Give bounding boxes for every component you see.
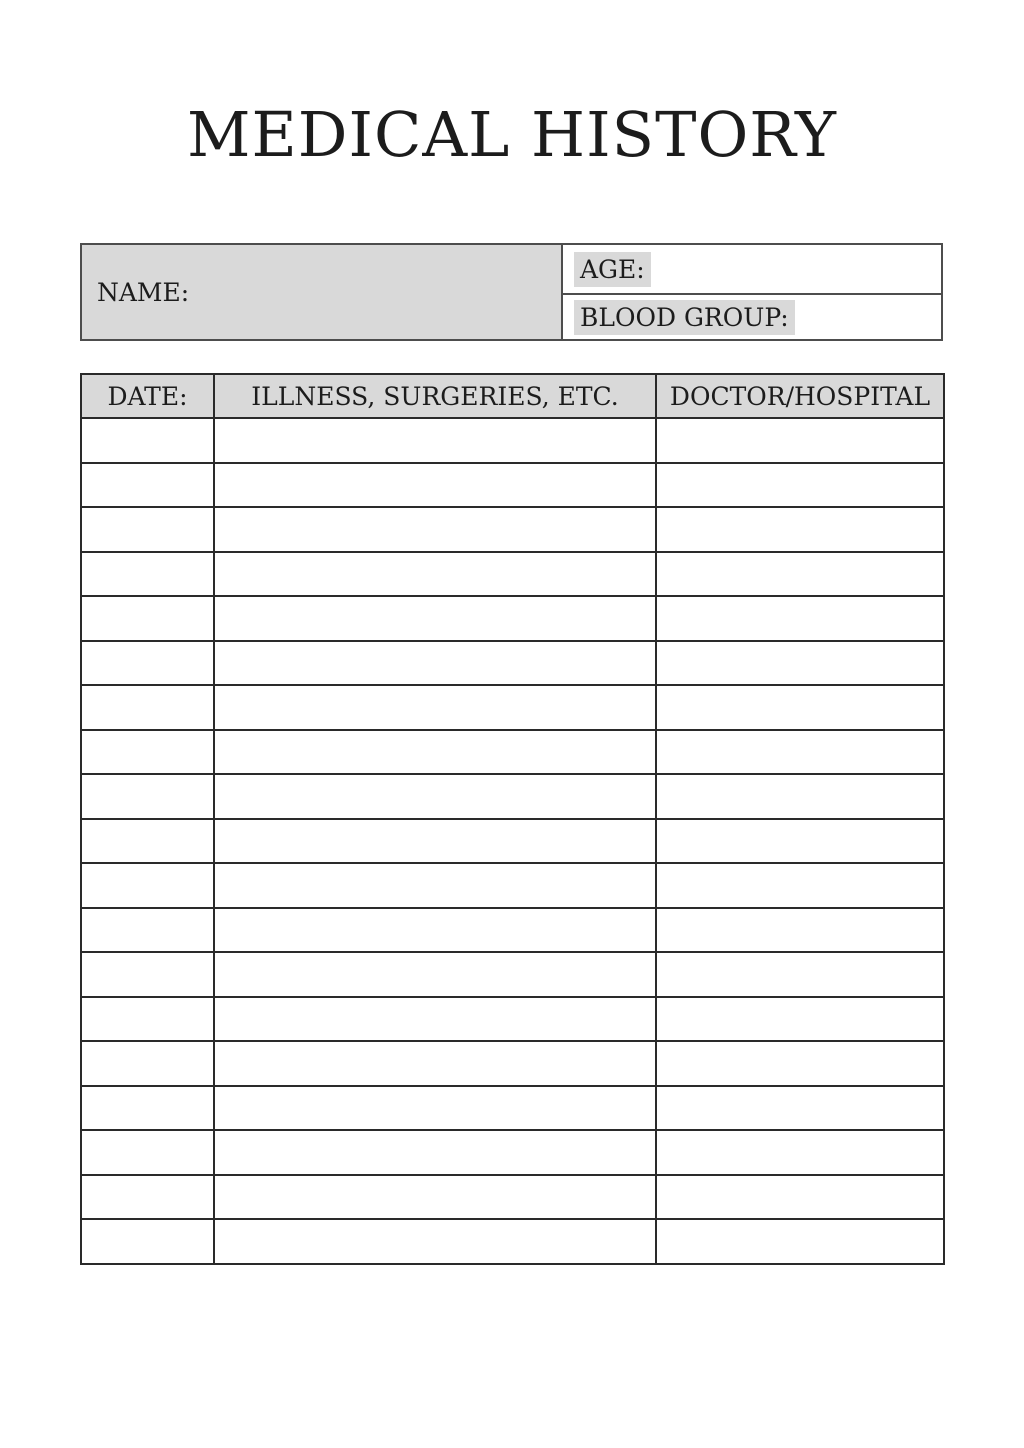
table-header-row — [81, 374, 944, 418]
name-input-area[interactable] — [189, 245, 561, 339]
doctor-cell[interactable] — [656, 685, 944, 730]
table-row — [81, 774, 944, 819]
doctor-cell[interactable] — [656, 507, 944, 552]
table-row — [81, 552, 944, 597]
illness-cell[interactable] — [214, 552, 656, 597]
table-row — [81, 908, 944, 953]
doctor-cell[interactable] — [656, 997, 944, 1042]
doctor-cell[interactable] — [656, 730, 944, 775]
table-row — [81, 730, 944, 775]
date-cell[interactable] — [81, 463, 214, 508]
doctor-cell[interactable] — [656, 418, 944, 463]
date-cell[interactable] — [81, 774, 214, 819]
table-row — [81, 863, 944, 908]
age-input-area[interactable] — [651, 245, 941, 293]
date-cell[interactable] — [81, 908, 214, 953]
table-row — [81, 418, 944, 463]
illness-cell[interactable] — [214, 596, 656, 641]
table-row — [81, 1086, 944, 1131]
date-cell[interactable] — [81, 641, 214, 686]
table-row — [81, 952, 944, 997]
table-row — [81, 507, 944, 552]
date-cell[interactable] — [81, 819, 214, 864]
date-cell[interactable] — [81, 863, 214, 908]
date-cell[interactable] — [81, 1041, 214, 1086]
date-cell[interactable] — [81, 1130, 214, 1175]
table-row — [81, 463, 944, 508]
date-cell[interactable] — [81, 418, 214, 463]
illness-cell[interactable] — [214, 952, 656, 997]
illness-cell[interactable] — [214, 507, 656, 552]
history-table-body — [81, 418, 944, 1264]
blood-group-input-area[interactable] — [795, 295, 941, 339]
illness-cell[interactable] — [214, 463, 656, 508]
illness-cell[interactable] — [214, 730, 656, 775]
illness-cell[interactable] — [214, 819, 656, 864]
doctor-cell[interactable] — [656, 908, 944, 953]
age-blood-column — [563, 245, 941, 339]
date-cell[interactable] — [81, 1086, 214, 1131]
doctor-cell[interactable] — [656, 1041, 944, 1086]
patient-info-box — [80, 243, 943, 341]
date-cell[interactable] — [81, 1219, 214, 1264]
illness-cell[interactable] — [214, 1041, 656, 1086]
blood-group-label: BLOOD GROUP: — [574, 300, 795, 335]
illness-cell[interactable] — [214, 1219, 656, 1264]
table-row — [81, 1130, 944, 1175]
illness-cell[interactable] — [214, 908, 656, 953]
blood-group-field-cell — [563, 295, 941, 339]
illness-cell[interactable] — [214, 641, 656, 686]
illness-cell[interactable] — [214, 997, 656, 1042]
table-row — [81, 819, 944, 864]
doctor-cell[interactable] — [656, 641, 944, 686]
doctor-cell[interactable] — [656, 863, 944, 908]
illness-cell[interactable] — [214, 685, 656, 730]
column-header-date: DATE: — [81, 374, 214, 418]
age-field-cell — [563, 245, 941, 295]
date-cell[interactable] — [81, 552, 214, 597]
doctor-cell[interactable] — [656, 1130, 944, 1175]
page-title: MEDICAL HISTORY — [187, 98, 837, 171]
illness-cell[interactable] — [214, 418, 656, 463]
doctor-cell[interactable] — [656, 1086, 944, 1131]
table-row — [81, 641, 944, 686]
doctor-cell[interactable] — [656, 1219, 944, 1264]
table-row — [81, 1219, 944, 1264]
illness-cell[interactable] — [214, 1130, 656, 1175]
table-row — [81, 1175, 944, 1220]
doctor-cell[interactable] — [656, 463, 944, 508]
name-field-cell — [82, 245, 563, 339]
table-row — [81, 596, 944, 641]
date-cell[interactable] — [81, 997, 214, 1042]
date-cell[interactable] — [81, 596, 214, 641]
illness-cell[interactable] — [214, 1086, 656, 1131]
doctor-cell[interactable] — [656, 1175, 944, 1220]
illness-cell[interactable] — [214, 774, 656, 819]
age-label: AGE: — [574, 252, 651, 287]
medical-history-table — [80, 373, 945, 1265]
date-cell[interactable] — [81, 685, 214, 730]
doctor-cell[interactable] — [656, 596, 944, 641]
name-label: NAME: — [97, 277, 190, 307]
date-cell[interactable] — [81, 730, 214, 775]
date-cell[interactable] — [81, 507, 214, 552]
doctor-cell[interactable] — [656, 819, 944, 864]
column-header-doctor: DOCTOR/HOSPITAL — [656, 374, 944, 418]
table-row — [81, 1041, 944, 1086]
doctor-cell[interactable] — [656, 552, 944, 597]
doctor-cell[interactable] — [656, 774, 944, 819]
table-row — [81, 685, 944, 730]
date-cell[interactable] — [81, 952, 214, 997]
table-row — [81, 997, 944, 1042]
doctor-cell[interactable] — [656, 952, 944, 997]
column-header-illness: ILLNESS, SURGERIES, ETC. — [214, 374, 656, 418]
illness-cell[interactable] — [214, 1175, 656, 1220]
illness-cell[interactable] — [214, 863, 656, 908]
date-cell[interactable] — [81, 1175, 214, 1220]
